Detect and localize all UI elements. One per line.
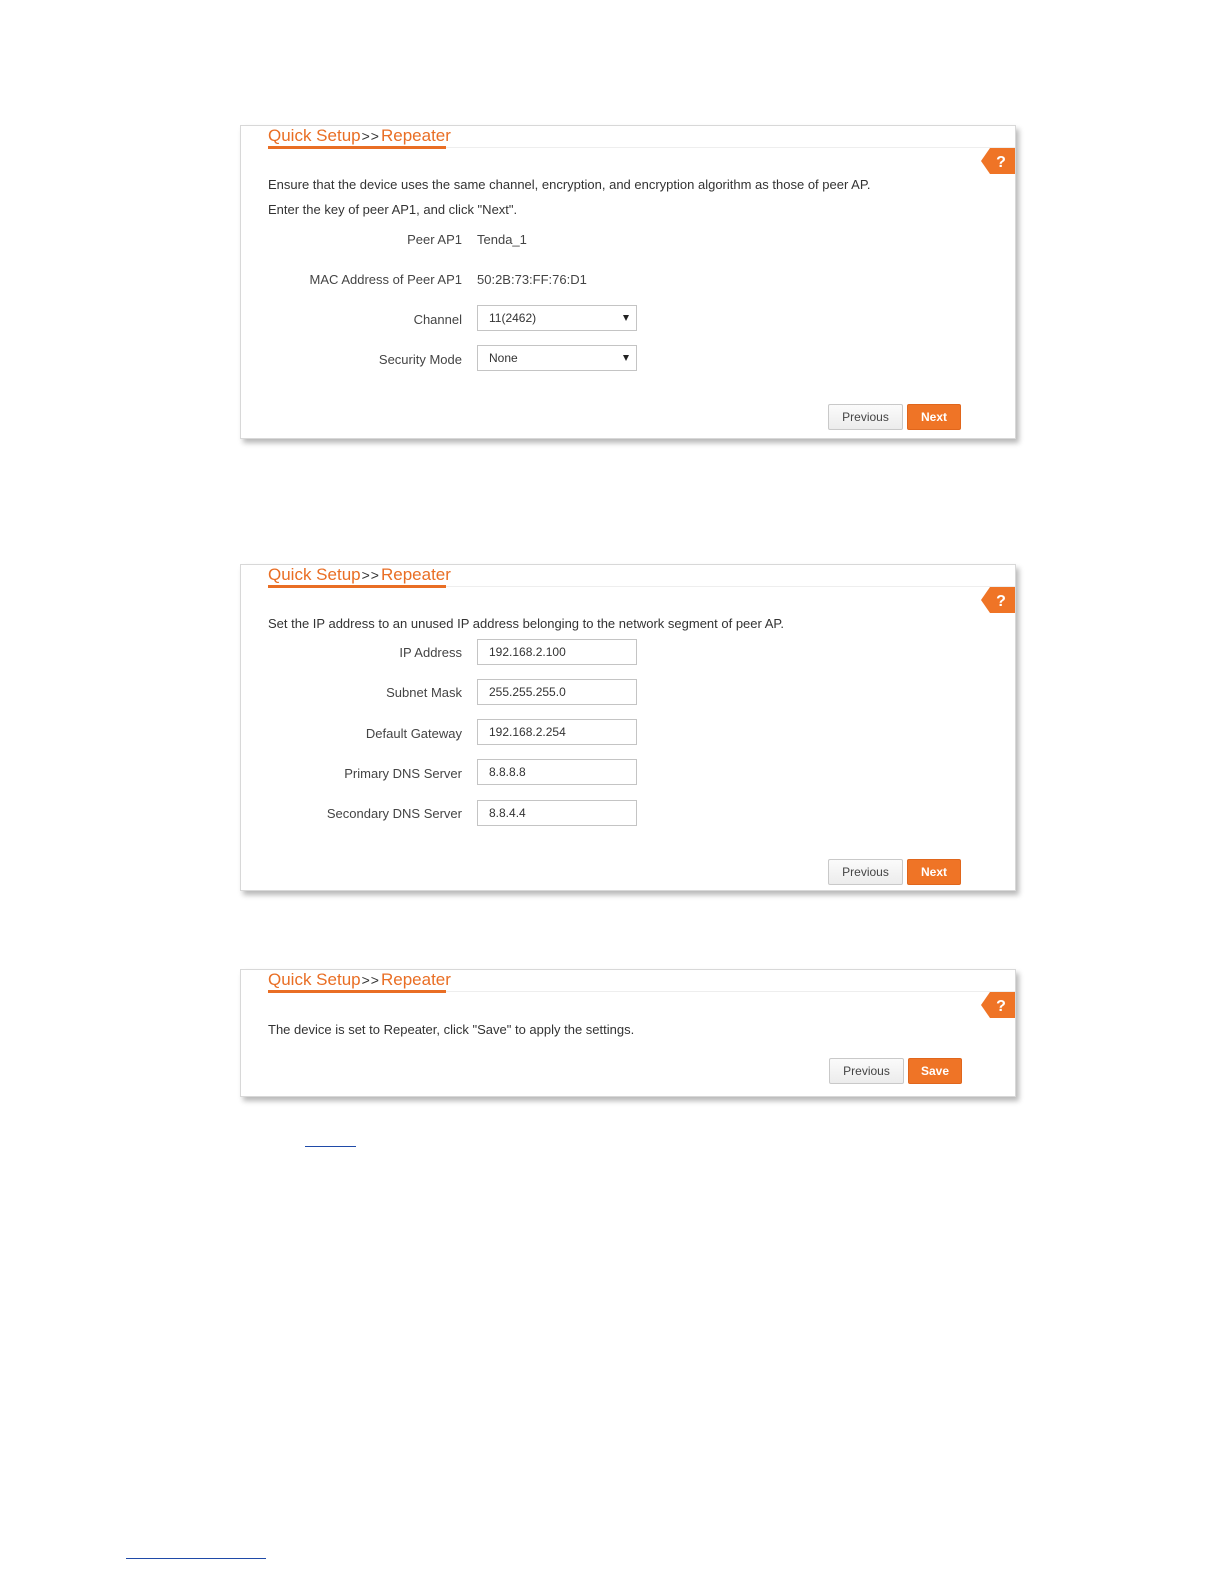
security-mode-select[interactable] xyxy=(477,345,637,371)
breadcrumb-repeater: Repeater xyxy=(380,970,451,989)
question-mark-icon xyxy=(981,587,1015,613)
ip-address-input[interactable] xyxy=(477,639,637,665)
panel-title xyxy=(268,970,451,992)
title-divider xyxy=(446,991,1015,992)
subnet-mask-label: Subnet Mask xyxy=(386,685,462,700)
panel-title xyxy=(268,126,451,148)
secondary-dns-label: Secondary DNS Server xyxy=(326,806,462,821)
repeater-ip-panel xyxy=(240,564,1016,891)
link-underline[interactable] xyxy=(305,1146,356,1147)
title-underline xyxy=(268,146,446,149)
breadcrumb-quick-setup[interactable]: Quick Setup xyxy=(268,565,361,584)
breadcrumb-separator: >> xyxy=(361,128,380,144)
help-button[interactable] xyxy=(981,992,1015,1018)
primary-dns-label: Primary DNS Server xyxy=(344,766,462,781)
channel-label: Channel xyxy=(413,312,462,327)
mac-address-label: MAC Address of Peer AP1 xyxy=(309,272,462,287)
title-underline xyxy=(268,990,446,993)
breadcrumb-separator: >> xyxy=(361,972,380,988)
svg-text:?: ? xyxy=(996,154,1006,171)
default-gateway-input[interactable] xyxy=(477,719,637,745)
dropdown-arrow-icon xyxy=(623,355,629,361)
breadcrumb-separator: >> xyxy=(361,567,380,583)
repeater-save-panel xyxy=(240,969,1016,1097)
subnet-mask-input[interactable] xyxy=(477,679,637,705)
svg-text:?: ? xyxy=(996,998,1006,1015)
save-button[interactable]: Save xyxy=(908,1058,962,1084)
previous-button[interactable]: Previous xyxy=(829,1058,904,1084)
breadcrumb-repeater: Repeater xyxy=(380,126,451,145)
description-text: The device is set to Repeater, click "Save" to apply the settings. xyxy=(268,1022,635,1037)
security-mode-label: Security Mode xyxy=(378,352,462,367)
peer-ap-value: Tenda_1 xyxy=(477,232,527,247)
repeater-wireless-panel xyxy=(240,125,1016,439)
panel-title xyxy=(268,565,451,587)
title-divider xyxy=(446,147,1015,148)
breadcrumb-quick-setup[interactable]: Quick Setup xyxy=(268,126,361,145)
next-button[interactable]: Next xyxy=(907,859,961,885)
description-line-1: Ensure that the device uses the same channel, encryption, and encryption algorithm as those of peer AP. xyxy=(268,177,871,192)
default-gateway-label: Default Gateway xyxy=(365,726,462,741)
peer-ap-label: Peer AP1 xyxy=(407,232,462,247)
channel-select[interactable] xyxy=(477,305,637,331)
title-divider xyxy=(446,586,1015,587)
previous-button[interactable]: Previous xyxy=(828,859,903,885)
breadcrumb-quick-setup[interactable]: Quick Setup xyxy=(268,970,361,989)
previous-button[interactable]: Previous xyxy=(828,404,903,430)
svg-text:?: ? xyxy=(996,593,1006,610)
channel-selected-value: 11(2462) xyxy=(489,311,537,325)
breadcrumb-repeater: Repeater xyxy=(380,565,451,584)
footnote-link-underline[interactable] xyxy=(126,1558,266,1559)
description-line-2: Enter the key of peer AP1, and click "Next". xyxy=(268,202,518,217)
description-text: Set the IP address to an unused IP address belonging to the network segment of peer AP. xyxy=(268,616,785,631)
dropdown-arrow-icon xyxy=(623,315,629,321)
ip-address-label: IP Address xyxy=(399,645,462,660)
title-underline xyxy=(268,585,446,588)
secondary-dns-input[interactable] xyxy=(477,800,637,826)
security-mode-selected-value: None xyxy=(489,351,518,365)
help-button[interactable] xyxy=(981,587,1015,613)
question-mark-icon xyxy=(981,148,1015,174)
next-button[interactable]: Next xyxy=(907,404,961,430)
question-mark-icon xyxy=(981,992,1015,1018)
primary-dns-input[interactable] xyxy=(477,759,637,785)
help-button[interactable] xyxy=(981,148,1015,174)
mac-address-value: 50:2B:73:FF:76:D1 xyxy=(477,272,587,287)
